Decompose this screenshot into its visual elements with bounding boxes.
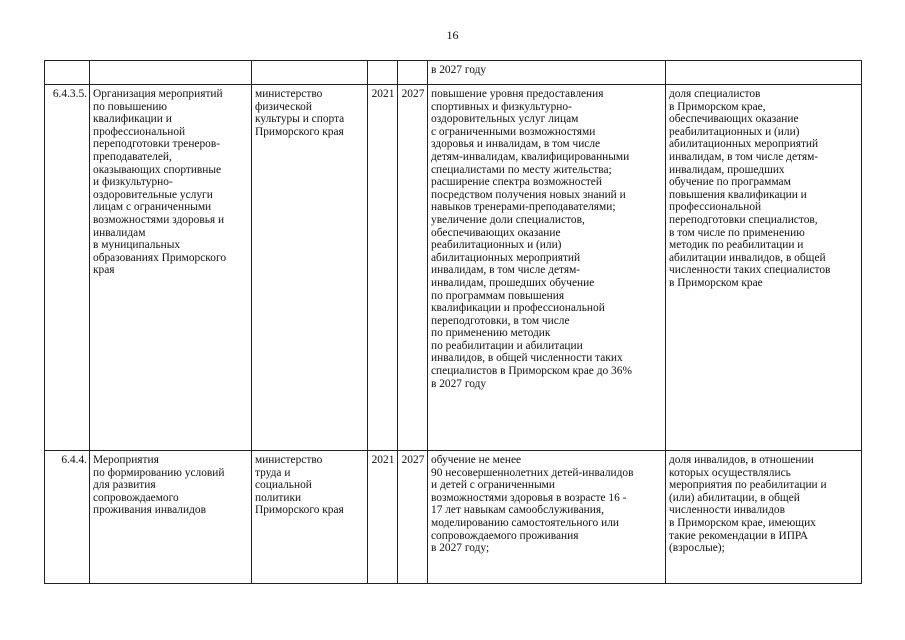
cell-end-year	[398, 61, 428, 85]
cell-number	[45, 61, 90, 85]
cell-result: повышение уровня предоставления спортивных и физкультурно- оздоровительных услуг лицам с ограниченными возможностями здоровья и инвалидам, в том числе детям-инвалидам, квалифицированными специалистами по месту жительства; расширение спектра возможностей посредством получения новых знаний и навыков тренерами-преподавателями; увеличение доли специалистов, обеспечивающих оказание реабилитационных и (или) абилитационных мероприятий инвалидам, в том числе детям- инвалидам, прошедших обучение по программам повышения квалификации и профессиональной переподготовки, в том числе по применению методик по реабилитации и абилитации инвалидов, в общей численности таких специалистов в Приморском крае до 36% в 2027 году	[428, 85, 666, 451]
cell-start-year: 2021	[368, 85, 398, 451]
table-row	[45, 85, 862, 451]
cell-indicator	[666, 61, 862, 85]
cell-executor: министерство физической культуры и спорта Приморского края	[252, 85, 368, 451]
cell-end-year: 2027	[398, 451, 428, 584]
cell-executor	[252, 61, 368, 85]
cell-number: 6.4.3.5.	[45, 85, 90, 451]
cell-event	[90, 61, 252, 85]
cell-number: 6.4.4.	[45, 451, 90, 584]
cell-start-year: 2021	[368, 451, 398, 584]
cell-event: Организация мероприятий по повышению квалификации и профессиональной переподготовки тренеров- преподавателей, оказывающих спортивные и физкультурно- оздоровительные услуги лицам с ограниченными возможностями здоровья и инвалидам в муниципальных образованиях Приморского края	[90, 85, 252, 451]
cell-executor: министерство труда и социальной политики Приморского края	[252, 451, 368, 584]
cell-result: обучение не менее 90 несовершеннолетних детей-инвалидов и детей с ограниченными возможностями здоровья в возрасте 16 - 17 лет навыкам самообслуживания, моделированию самостоятельного или сопровождаемого проживания в 2027 году;	[428, 451, 666, 584]
cell-start-year	[368, 61, 398, 85]
cell-indicator: доля инвалидов, в отношении которых осуществлялись мероприятия по реабилитации и (или) абилитации, в общей численности инвалидов в Приморском крае, имеющих такие рекомендации в ИПРА (взрослые);	[666, 451, 862, 584]
table-row	[45, 451, 862, 584]
table-row-continuation	[45, 61, 862, 85]
cell-end-year: 2027	[398, 85, 428, 451]
cell-event: Мероприятия по формированию условий для развития сопровождаемого проживания инвалидов	[90, 451, 252, 584]
cell-result: в 2027 году	[428, 61, 666, 85]
measures-table	[44, 60, 862, 584]
cell-indicator: доля специалистов в Приморском крае, обеспечивающих оказание реабилитационных и (или) абилитационных мероприятий инвалидам, в том числе детям- инвалидам, прошедших обучение по программам повышения квалификации и профессиональной переподготовки специалистов, в том числе по применению методик по реабилитации и абилитации инвалидов, в общей численности таких специалистов в Приморском крае	[666, 85, 862, 451]
page-number: 16	[446, 28, 459, 42]
